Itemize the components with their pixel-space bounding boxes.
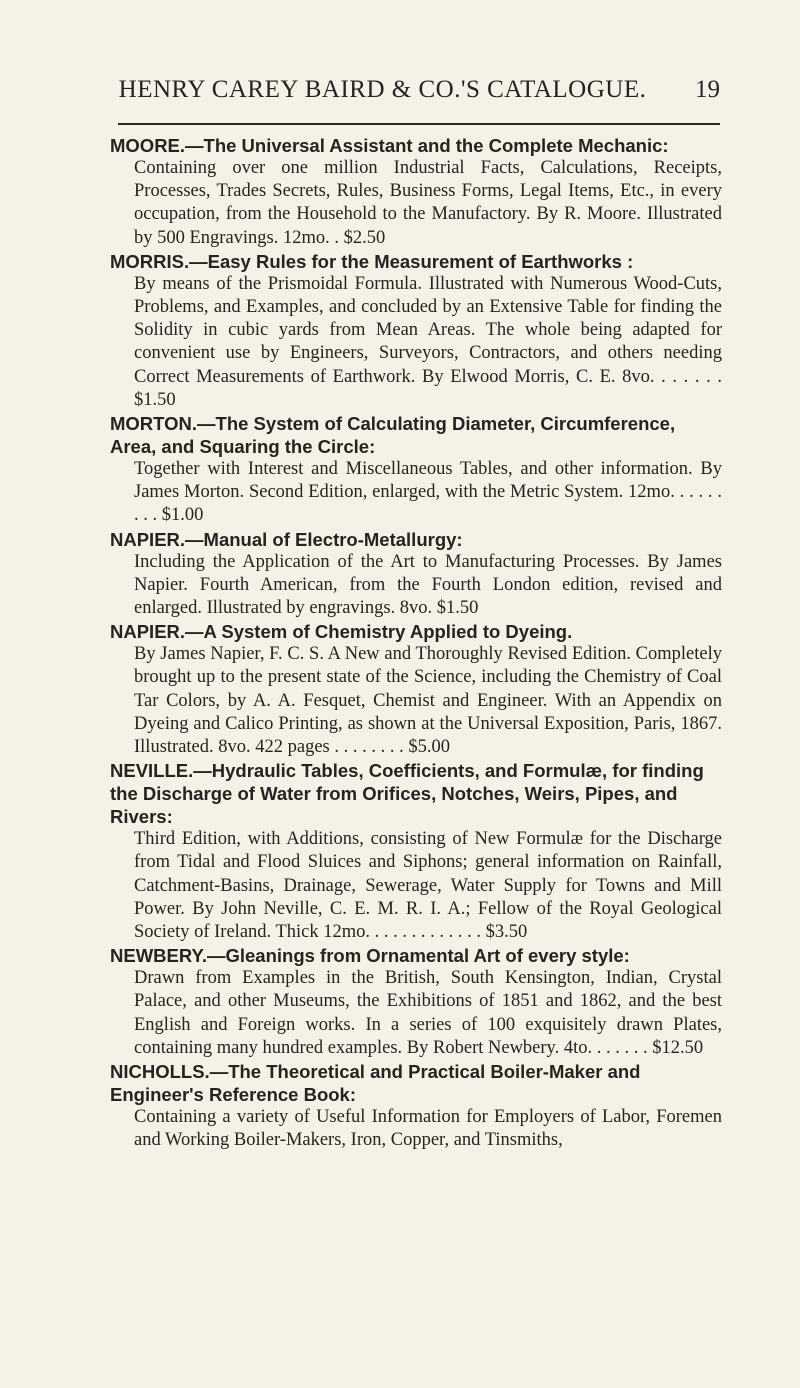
entry-author: MOORE. — [110, 135, 186, 156]
entry-heading — [110, 412, 722, 458]
entry-author: NAPIER. — [110, 621, 186, 643]
entry-title: —The Universal Assistant and the Complete Mechanic: — [185, 135, 669, 156]
entry-title: —Manual of Electro-Metallurgy: — [185, 528, 463, 550]
entry-author: MORRIS. — [110, 250, 190, 272]
entry-description: By means of the Prismoidal Formula. Illustrated with Numerous Wood-Cuts, Problems, and Examples, and concluded by an Extensive Table for finding the Solidity in cubic yards from Mean Areas. The whole being adapted for convenient use by Engineers, Surveyors, Contractors, and others needing Correct Measurements of Earthwork. By Elwood Morris, C. E. 8vo. . . . . . . $1.50 — [134, 273, 722, 410]
entry-description: By James Napier, F. C. S. A New and Thoroughly Revised Edition. Completely brought up to the present state of the Science, including the Chemistry of Coal Tar Colors, by A. A. Fesquet, Chemist and Engineer. With an Appendix on Dyeing and Calico Printing, as shown at the Universal Exposition, Paris, 1867. Illustrated. 8vo. 422 pages . . . . . . . . $5.00 — [134, 644, 722, 758]
entry-title: —Easy Rules for the Measurement of Earthworks : — [189, 250, 634, 272]
entry-heading — [110, 944, 722, 967]
entry-heading — [110, 134, 722, 157]
entry-author: NEWBERY. — [110, 945, 207, 967]
entry-description: Containing a variety of Useful Information for Employers of Labor, Foremen and Working Boiler-Makers, Iron, Copper, and Tinsmiths, — [134, 1107, 722, 1151]
entry-title: —Gleanings from Ornamental Art of every style: — [206, 945, 630, 967]
entry-heading — [110, 620, 722, 643]
header-rule — [118, 123, 720, 125]
entry-title: —The System of Calculating Diameter, Circumference, Area, and Squaring the Circle: — [110, 413, 676, 458]
catalogue-entry — [110, 528, 722, 621]
entry-description: Third Edition, with Additions, consisting of New Formulæ for the Discharge from Tidal and Flood Sluices and Siphons; general information on Rainfall, Catchment-Basins, Drainage, Sewerage, Water Supply for Towns and Mill Power. By John Neville, C. E. M. R. I. A.; Fellow of the Royal Geological Society of Ireland. Thick 12mo. . . . . . . . . . . . . $3.50 — [134, 829, 722, 943]
running-title: HENRY CAREY BAIRD & CO.'S CATALOGUE. — [118, 76, 647, 103]
catalogue-entry — [110, 1060, 722, 1152]
entry-heading — [110, 528, 722, 551]
entry-title: —The Theoretical and Practical Boiler-Maker and Engineer's Reference Book: — [110, 1061, 641, 1106]
catalogue-entry — [110, 759, 722, 944]
entry-description: Containing over one million Industrial Facts, Calculations, Receipts, Processes, Trades Secrets, Rules, Business Forms, Legal Items, Etc., in every occupation, from the Household to the Manufactory. By R. Moore. Illustrated by 500 Engravings. 12mo. . $2.50 — [134, 158, 722, 248]
entry-author: NEVILLE. — [110, 760, 194, 782]
catalogue-entries — [110, 134, 722, 1153]
catalogue-entry — [110, 944, 722, 1060]
catalogue-entry — [110, 620, 722, 759]
entry-description: Drawn from Examples in the British, South Kensington, Indian, Crystal Palace, and other Museums, the Exhibitions of 1851 and 1862, and the best English and Foreign works. In a series of 100 exquisitely drawn Plates, containing many hundred examples. By Robert Newbery. 4to. . . . . . . $12.50 — [134, 968, 722, 1058]
catalogue-entry — [110, 412, 722, 528]
entry-heading — [110, 759, 722, 828]
entry-author: NAPIER. — [110, 528, 186, 550]
entry-title: —Hydraulic Tables, Coefficients, and Formulæ, for finding the Discharge of Water from Orifices, Notches, Weirs, Pipes, and Rivers: — [110, 760, 704, 828]
entry-heading — [110, 250, 722, 273]
page-header — [110, 76, 720, 116]
entry-author: NICHOLLS. — [110, 1061, 210, 1083]
entry-title: —A System of Chemistry Applied to Dyeing. — [185, 621, 573, 643]
entry-author: MORTON. — [110, 413, 198, 435]
entry-heading — [110, 1060, 722, 1106]
catalogue-entry — [110, 250, 722, 412]
catalogue-entry — [110, 134, 722, 250]
page-number: 19 — [695, 76, 720, 103]
entry-description: Including the Application of the Art to Manufacturing Processes. By James Napier. Fourth American, from the Fourth London edition, revised and enlarged. Illustrated by engravings. 8vo. $1.50 — [134, 551, 722, 619]
entry-description: Together with Interest and Miscellaneous Tables, and other information. By James Morton. Second Edition, enlarged, with the Metric System. 12mo. . . . . . . . . $1.00 — [134, 459, 722, 526]
